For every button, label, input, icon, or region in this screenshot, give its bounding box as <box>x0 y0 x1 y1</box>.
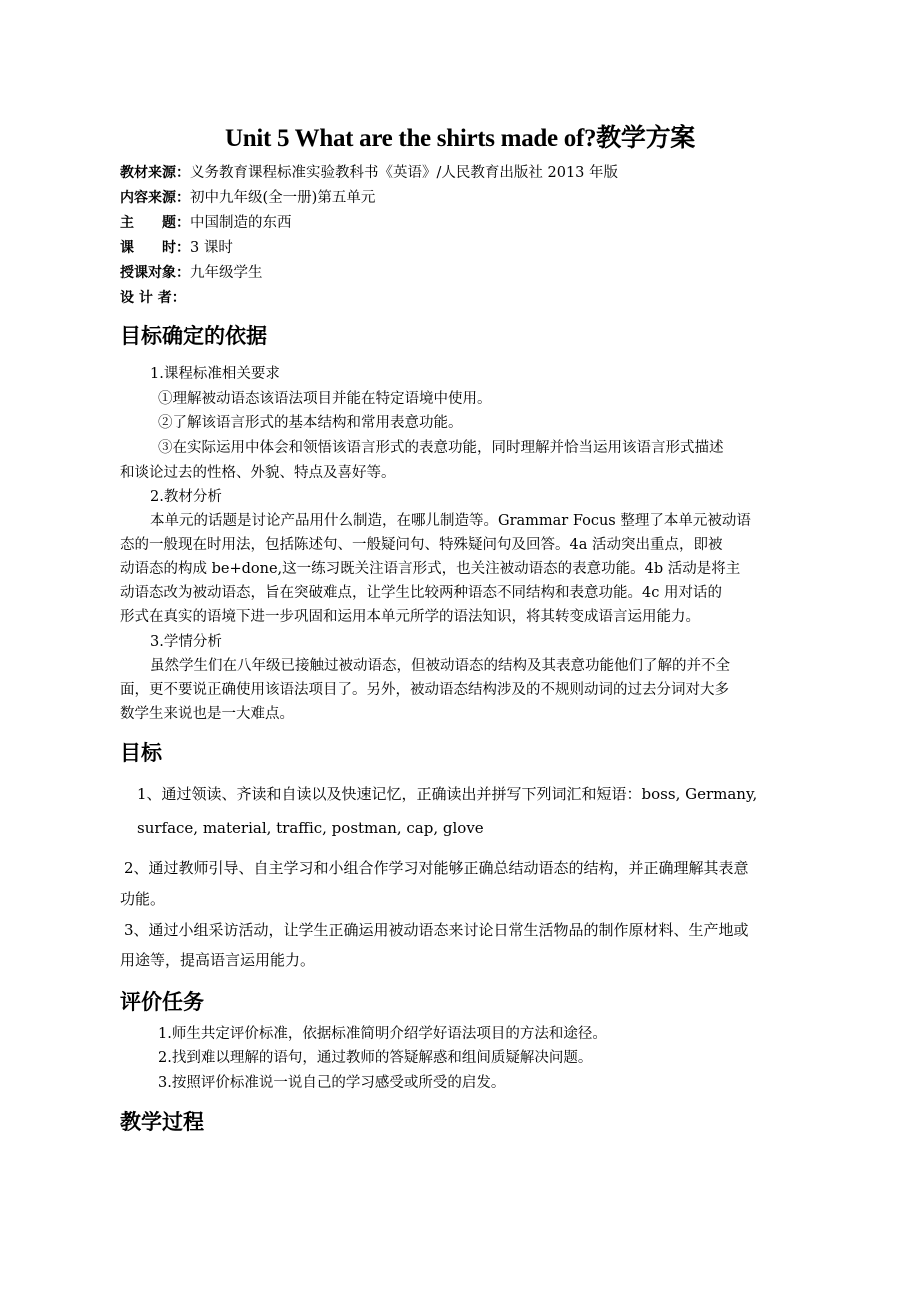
meta-label: 主 题： <box>120 215 190 231</box>
paragraph-line: 数学生来说也是一大难点。 <box>120 706 294 722</box>
section-heading-basis: 目标确定的依据 <box>120 324 267 348</box>
subheading-curriculum: 1.课程标准相关要求 <box>150 366 280 382</box>
paragraph-line: 动语态的构成 be+done,这一练习既关注语言形式，也关注被动语态的表意功能。4b 活动是将主 <box>120 561 741 577</box>
paragraph-line: 本单元的话题是讨论产品用什么制造，在哪儿制造等。Grammar Focus 整理了本单元被动语 <box>150 513 751 529</box>
subheading-learners: 3.学情分析 <box>150 634 222 650</box>
meta-source <box>120 163 618 183</box>
list-item: 和谈论过去的性格、外貌、特点及喜好等。 <box>120 465 396 481</box>
list-item: ②了解该语言形式的基本结构和常用表意功能。 <box>158 415 463 431</box>
goal-line: surface, material, traffic, postman, cap, glove <box>137 819 484 837</box>
meta-label: 教材来源： <box>120 165 190 181</box>
goal-line: 用途等，提高语言运用能力。 <box>120 951 316 969</box>
subheading-textbook: 2.教材分析 <box>150 489 222 505</box>
meta-topic <box>120 213 292 233</box>
task-line: 2.找到难以理解的语句，通过教师的答疑解惑和组间质疑解决问题。 <box>158 1050 593 1066</box>
meta-label: 授课对象： <box>120 265 190 281</box>
paragraph-line: 面，更不要说正确使用该语法项目了。另外，被动语态结构涉及的不规则动词的过去分词对大多 <box>120 682 729 698</box>
meta-designer <box>120 288 186 308</box>
goal-line: 1、通过领读、齐读和自读以及快速记忆，正确读出并拼写下列词汇和短语：boss, Germany, <box>137 785 758 803</box>
meta-value: 中国制造的东西 <box>190 215 292 231</box>
section-heading-assessment: 评价任务 <box>120 990 204 1014</box>
meta-label: 设 计 者： <box>120 290 186 306</box>
paragraph-line: 形式在真实的语境下进一步巩固和运用本单元所学的语法知识，将其转变成语言运用能力。 <box>120 609 700 625</box>
meta-label: 内容来源： <box>120 190 190 206</box>
meta-value: 初中九年级(全一册)第五单元 <box>190 190 376 206</box>
section-heading-goals: 目标 <box>120 741 162 765</box>
task-line: 3.按照评价标准说一说自己的学习感受或所受的启发。 <box>158 1075 506 1091</box>
meta-value: 义务教育课程标准实验教科书《英语》/人民教育出版社 2013 年版 <box>190 165 619 181</box>
paragraph-line: 动语态改为被动语态，旨在突破难点，让学生比较两种语态不同结构和表意功能。4c 用对话的 <box>120 585 722 601</box>
task-line: 1.师生共定评价标准，依据标准简明介绍学好语法项目的方法和途径。 <box>158 1026 607 1042</box>
page-title: Unit 5 What are the shirts made of?教学方案 <box>224 125 695 152</box>
meta-audience <box>120 263 263 283</box>
paragraph-line: 态的一般现在时用法，包括陈述句、一般疑问句、特殊疑问句及回答。4a 活动突出重点，即被 <box>120 537 723 553</box>
list-item: ①理解被动语态该语法项目并能在特定语境中使用。 <box>158 391 492 407</box>
paragraph-line: 虽然学生们在八年级已接触过被动语态，但被动语态的结构及其表意功能他们了解的并不全 <box>150 658 730 674</box>
goal-line: 2、通过教师引导、自主学习和小组合作学习对能够正确总结动语态的结构，并正确理解其表意 <box>124 859 749 877</box>
meta-hours <box>120 238 233 258</box>
goal-line: 3、通过小组采访活动，让学生正确运用被动语态来讨论日常生活物品的制作原材料、生产地或 <box>124 921 749 939</box>
goal-line: 功能。 <box>120 890 166 908</box>
meta-value: 3 课时 <box>190 240 233 256</box>
section-heading-process: 教学过程 <box>120 1110 204 1134</box>
meta-content <box>120 188 375 208</box>
meta-value: 九年级学生 <box>190 265 263 281</box>
list-item: ③在实际运用中体会和领悟该语言形式的表意功能，同时理解并恰当运用该语言形式描述 <box>158 440 724 456</box>
meta-label: 课 时： <box>120 240 190 256</box>
